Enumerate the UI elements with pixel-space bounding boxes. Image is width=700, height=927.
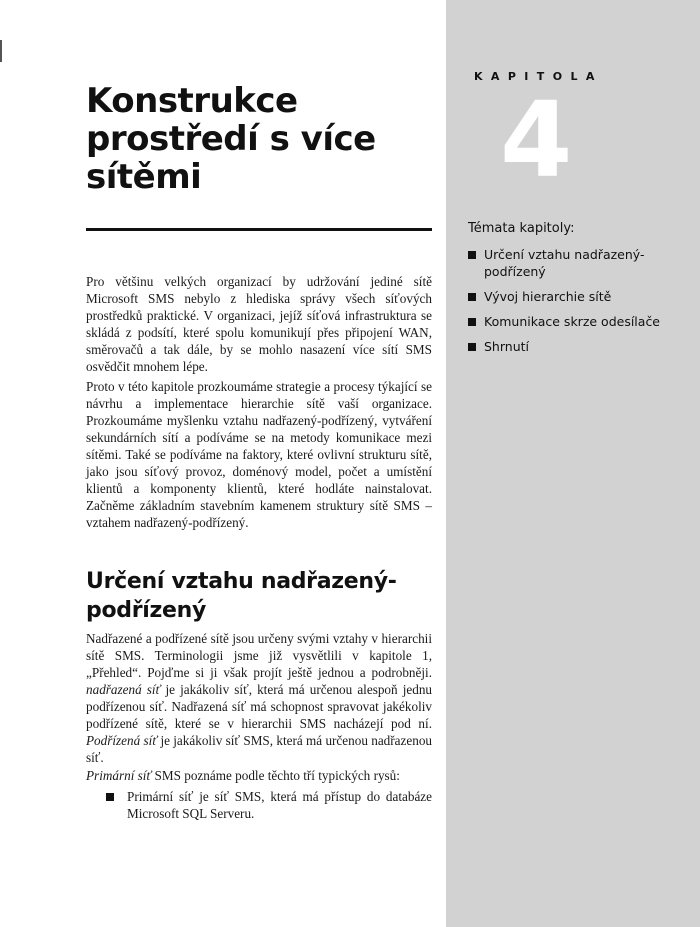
topic-item (468, 313, 694, 330)
square-bullet-icon (468, 293, 476, 301)
topic-label: Vývoj hierarchie sítě (484, 289, 612, 304)
chapter-title: Konstrukce prostředí s více sítěmi (86, 81, 376, 197)
chapter-sidebar (446, 0, 700, 927)
section-paragraph-2 (86, 767, 432, 784)
square-bullet-icon (468, 251, 476, 259)
text-run: je jakákoliv síť, která má určenou alespoň jednu podřízenou síť. Nadřazená síť má schopnost spravovat jakékoliv podřízené sítě, které se v hierarchii SMS nacházejí pod ní. (86, 682, 433, 731)
square-bullet-icon (468, 343, 476, 351)
term-podrizena-sit: Podřízená síť (86, 733, 158, 748)
intro-paragraph-2: Proto v této kapitole prozkoumáme strategie a procesy týkající se návrhu a implementace hierarchie sítě vaší organizace. Prozkoumáme myšlenku vztahu nadřazený-podřízený, vytváření sekundárních sítí a podíváme se na metody komunikace mezi sítěmi. Také se podíváme na faktory, které ovlivní strukturu sítě, jako jsou síťový provoz, doménový model, počet a umístění klientů a komponenty klientů, které hodláte nainstalovat. Začněme základním stavebním kamenem struktury sítě SMS – vztahem nadřazený-podřízený. (86, 379, 432, 530)
intro-paragraph-1: Pro většinu velkých organizací by udržování jediné sítě Microsoft SMS nebylo z hlediska správy všech síťových prostředků praktické. V organizaci, jejíž síťová infrastruktura se skládá z podsítí, které spolu komunikují přes připojení WAN, směrovačů a tak dále, by se mohlo nasazení více sítí SMS osvědčit mnohem lépe. (86, 274, 432, 374)
topics-list (468, 246, 694, 363)
page-edge-mark (0, 40, 2, 62)
title-rule (86, 228, 432, 231)
topic-label: Určení vztahu nadřazený-podřízený (484, 247, 645, 279)
topics-title: Témata kapitoly: (468, 221, 575, 236)
topic-item (468, 338, 694, 355)
term-primarni-sit: Primární síť (86, 768, 152, 783)
topic-item (468, 288, 694, 305)
chapter-label: KAPITOLA (474, 70, 603, 83)
chapter-number: 4 (500, 79, 573, 201)
text-run: je jakákoliv síť SMS, která má určenou nadřazenou síť. (86, 733, 433, 765)
topic-label: Komunikace skrze odesílače (484, 314, 661, 329)
topic-label: Shrnutí (484, 339, 529, 354)
bullet-item-text: Primární síť je síť SMS, která má přístup do databáze Microsoft SQL Serveru. (127, 789, 432, 821)
section-heading: Určení vztahu nadřazený-podřízený (86, 569, 397, 623)
section-paragraph-1 (86, 630, 432, 766)
square-bullet-icon (106, 793, 114, 801)
text-run: Nadřazené a podřízené sítě jsou určeny svými vztahy v hierarchii sítě SMS. Terminologii jsme již vysvětlili v kapitole 1, „Přehled“. Pojďme si ji však projít ještě jednou a podrobněji. (86, 631, 432, 680)
topic-item (468, 246, 694, 280)
text-run: SMS poznáme podle těchto tří typických rysů: (154, 768, 400, 783)
term-nadrazena-sit: nadřazená síť (86, 682, 161, 697)
square-bullet-icon (468, 318, 476, 326)
